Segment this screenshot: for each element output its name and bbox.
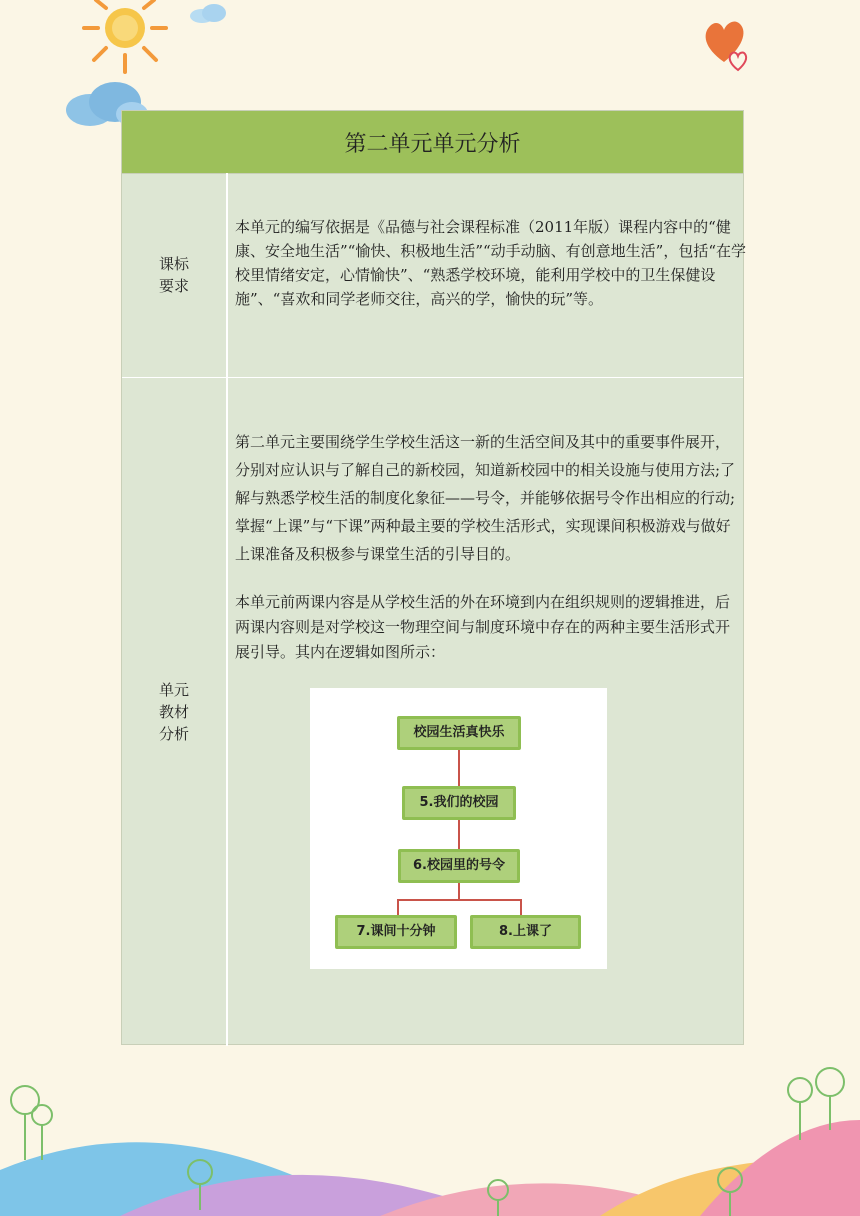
label-line: 分析 [158,725,189,743]
table-title: 第二单元单元分析 [122,111,743,174]
logic-diagram [310,688,607,969]
label-line: 要求 [158,277,189,295]
diagram-node-lesson-8: 8.上课了 [470,915,581,949]
row-content-analysis [235,378,743,1046]
connector-line [458,750,460,788]
analysis-paragraph-1: 第二单元主要围绕学生学校生活这一新的生活空间及其中的重要事件展开，分别对应认识与了解自己的新校园，知道新校园中的相关设施与使用方法;了解与熟悉学校生活的制度化象征——号令，并能够依据号令作出相应的行动;掌握“上课”与“下课”两种最主要的学校生活形式，实现课间积极游戏与做好上课准备及积极参与课堂生活的引导目的。 [235,433,736,563]
label-line: 单元 [158,681,189,699]
row-label-curriculum [122,173,228,377]
label-line: 课标 [158,255,189,273]
curriculum-paragraph: 本单元的编写依据是《品德与社会课程标准（2011年版）课程内容中的“健康、安全地生活”“愉快、积极地生活”“动手动脑、有创意地生活”，包括“在学校里情绪安定，心情愉快”、“熟悉学校环境，能利用学校中的卫生保健设施”、“喜欢和同学老师交往，高兴的学，愉快的玩”等。 [235,218,747,308]
table-row-analysis [122,378,743,1046]
analysis-paragraph-2: 本单元前两课内容是从学校生活的外在环境到内在组织规则的逻辑推进，后两课内容则是对学校这一物理空间与制度环境中存在的两种主要生活形式开展引导。其内在逻辑如图所示： [235,593,731,661]
connector-line [458,820,460,850]
diagram-node-lesson-7: 7.课间十分钟 [335,915,457,949]
diagram-node-root: 校园生活真快乐 [397,716,521,750]
row-label-analysis [122,378,228,1046]
row-content-curriculum [235,173,747,377]
hills-decoration [0,1060,860,1216]
analysis-table [121,110,747,1045]
sun-decoration [80,0,170,80]
connector-line [397,899,522,901]
heart-decoration [700,16,752,72]
connector-line [458,882,460,900]
label-line: 教材 [158,703,189,721]
diagram-node-lesson-5: 5.我们的校园 [402,786,516,820]
small-cloud-decoration [188,2,228,24]
table-row-curriculum [122,173,747,378]
diagram-node-lesson-6: 6.校园里的号令 [398,849,520,883]
